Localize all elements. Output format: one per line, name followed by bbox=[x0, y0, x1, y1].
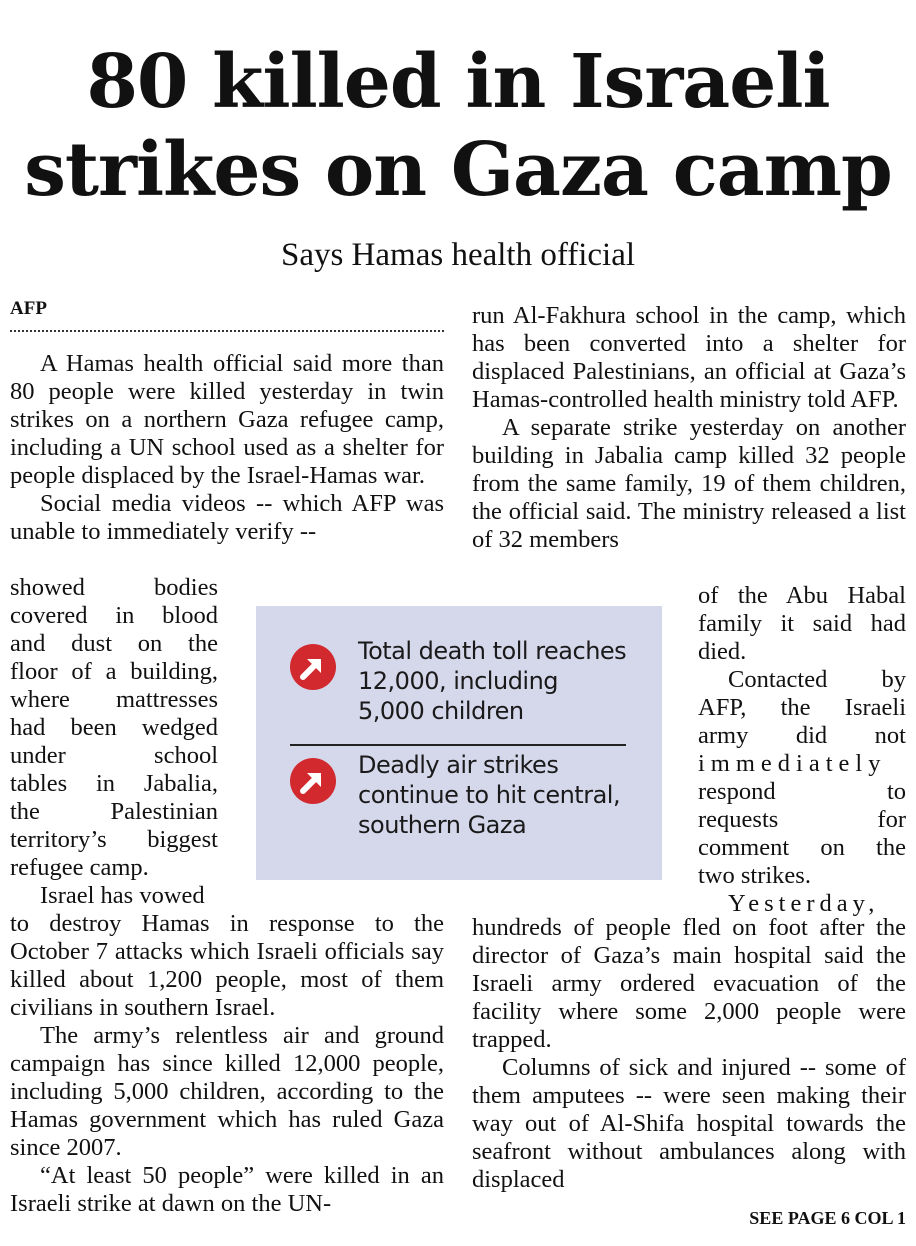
col2-wrap-line: AFP, the Israeli bbox=[698, 694, 906, 721]
highlight-item-1 bbox=[290, 636, 630, 726]
article-column-2-lower bbox=[472, 914, 906, 1194]
highlight-text-2: Deadly air strikes continue to hit central, southern Gaza bbox=[358, 751, 621, 839]
arrow-icon bbox=[290, 758, 336, 804]
headline-line-2: strikes on Gaza camp bbox=[24, 127, 892, 213]
col1-wrap-line: the Palestinian bbox=[10, 798, 218, 825]
deck: Says Hamas health official bbox=[280, 237, 636, 273]
col2-wrap-line: of the Abu Habal bbox=[698, 582, 906, 609]
col1-wrap-line: and dust on the bbox=[10, 630, 218, 657]
arrow-icon bbox=[290, 644, 336, 690]
col1-paragraph-4: The army’s relentless air and ground campaign has since killed 12,000 people, including 5,000 children, according to the Hamas government which has ruled Gaza since 2007. bbox=[10, 1022, 444, 1161]
col2-wrap-line: requests for bbox=[698, 806, 906, 833]
col1-wrap-line: under school bbox=[10, 742, 218, 769]
col2-wrap-line: family it said had bbox=[698, 610, 906, 637]
highlight-item-2 bbox=[290, 750, 630, 840]
col1-wrap-line: where mattresses bbox=[10, 686, 218, 713]
col1-wrap-line: tables in Jabalia, bbox=[10, 770, 218, 797]
col1-paragraph-3a: Israel has vowed bbox=[40, 882, 205, 909]
headline-line-1: 80 killed in Israeli bbox=[86, 39, 830, 125]
col2-wrap-line: two strikes. bbox=[698, 862, 811, 889]
col2-wrap-line: died. bbox=[698, 638, 747, 665]
col1-paragraph-2a: Social media videos -- which AFP was unable to immediately verify -- bbox=[10, 490, 444, 545]
col2-wrap-line: immediately bbox=[698, 750, 887, 777]
col1-wrap-line: had been wedged bbox=[10, 714, 218, 741]
col2-paragraph-4a: Yesterday, bbox=[728, 890, 880, 917]
col1-wrap-line: refugee camp. bbox=[10, 854, 149, 881]
col2-wrap-line: Contacted by bbox=[728, 666, 906, 693]
col1-wrap-line: territory’s biggest bbox=[10, 826, 218, 853]
col1-wrap-line: showed bodies bbox=[10, 574, 218, 601]
col2-narrow-wrap bbox=[698, 582, 906, 918]
col2-paragraph-5: Columns of sick and injured -- some of them amputees -- were seen making their way out of Al-Shifa hospital towards the seafront without ambulances along with displaced bbox=[472, 1054, 906, 1193]
byline-divider bbox=[10, 330, 444, 332]
article-column-1-lower bbox=[10, 910, 444, 1218]
col2-wrap-line: comment on the bbox=[698, 834, 906, 861]
col1-paragraph-1: A Hamas health official said more than 80 people were killed yesterday in twin strikes on a northern Gaza refugee camp, including a UN school used as a shelter for people displaced by the Israel-Hamas war. bbox=[10, 350, 444, 489]
article-column-2 bbox=[472, 302, 906, 554]
byline: AFP bbox=[10, 298, 47, 319]
col2-paragraph-2: A separate strike yesterday on another building in Jabalia camp killed 32 people from the same family, 19 of them children, the official said. The ministry released a list of 32 members bbox=[472, 414, 906, 553]
headline bbox=[0, 38, 916, 214]
col1-wrap-line: covered in blood bbox=[10, 602, 218, 629]
article-column-1 bbox=[10, 350, 444, 546]
col1-wrap-line: floor of a building, bbox=[10, 658, 218, 685]
highlight-text-1: Total death toll reaches 12,000, including 5,000 children bbox=[358, 637, 627, 725]
col2-paragraph-1: run Al-Fakhura school in the camp, which has been converted into a shelter for displaced Palestinians, an official at Gaza’s Hamas-controlled health ministry told AFP. bbox=[472, 302, 906, 413]
col1-paragraph-3b: to destroy Hamas in response to the October 7 attacks which Israeli officials say killed about 1,200 people, most of them civilians in southern Israel. bbox=[10, 910, 444, 1021]
col1-paragraph-5: “At least 50 people” were killed in an Israeli strike at dawn on the UN- bbox=[10, 1162, 444, 1217]
continuation-note: SEE PAGE 6 COL 1 bbox=[749, 1208, 906, 1228]
highlight-divider bbox=[290, 744, 626, 746]
highlights-box bbox=[256, 606, 662, 880]
col2-wrap-line: army did not bbox=[698, 722, 906, 749]
col2-wrap-line: respond to bbox=[698, 778, 906, 805]
col1-narrow-wrap bbox=[10, 574, 218, 910]
col2-paragraph-4b: hundreds of people fled on foot after the director of Gaza’s main hospital said the Israeli army ordered evacuation of the facility where some 2,000 people were trapped. bbox=[472, 914, 906, 1053]
